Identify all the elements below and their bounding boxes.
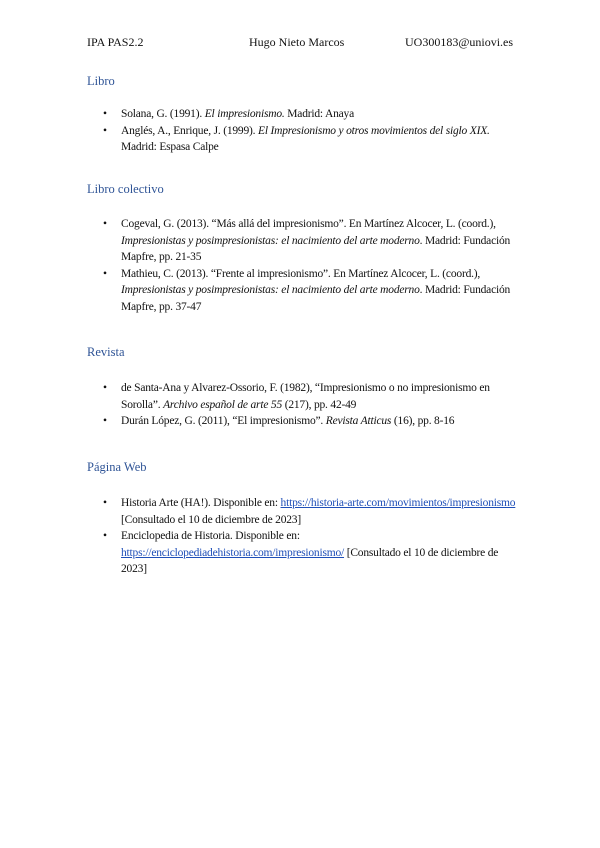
reference-item	[87, 106, 517, 123]
section-pagina-web	[87, 460, 517, 578]
bullet-icon: •	[103, 497, 107, 509]
reference-item	[87, 266, 517, 316]
bullet-icon: •	[103, 218, 107, 230]
page-header	[87, 35, 517, 53]
reference-list-pagina-web	[87, 495, 517, 578]
reference-link[interactable]: https://enciclopediadehistoria.com/impresionismo/	[121, 546, 345, 559]
reference-list-revista	[87, 380, 517, 430]
section-title-libro-colectivo: Libro colectivo	[87, 182, 164, 196]
reference-text: Durán López, G. (2011), “El impresionismo”.	[121, 415, 326, 427]
reference-consulted-date: [Consultado el 10 de diciembre de 2023]	[121, 546, 499, 575]
bullet-icon: •	[103, 530, 107, 542]
reference-text: Solana, G. (1991).	[121, 108, 205, 120]
reference-italic-title: El impresionismo.	[204, 108, 285, 120]
reference-consulted-date: [Consultado el 10 de diciembre de 2023]	[121, 513, 301, 526]
bullet-icon: •	[103, 108, 107, 120]
reference-italic-title: Archivo español de arte 55	[163, 398, 283, 411]
section-title-revista: Revista	[87, 345, 125, 359]
reference-publisher: . Madrid: Fundación Mapfre, pp. 21-35	[121, 234, 511, 263]
reference-text: Mathieu, C. (2013). “Frente al impresionismo”. En Martínez Alcocer, L. (coord.),	[121, 267, 481, 280]
reference-publisher: Madrid: Espasa Calpe	[121, 141, 219, 153]
section-libro-colectivo	[87, 182, 517, 315]
header-author: Hugo Nieto Marcos	[249, 35, 345, 49]
reference-pages: (217), pp. 42-49	[282, 398, 357, 411]
header-email: UO300183@uniovi.es	[405, 35, 514, 49]
section-title-pagina-web: Página Web	[87, 460, 147, 474]
reference-item	[87, 216, 517, 266]
reference-publisher: . Madrid: Fundación Mapfre, pp. 37-47	[121, 284, 511, 313]
section-revista	[87, 345, 517, 430]
bullet-icon: •	[103, 415, 107, 427]
bullet-icon: •	[103, 382, 107, 394]
section-libro	[87, 74, 517, 156]
reference-publisher: Madrid: Anaya	[284, 108, 354, 120]
reference-text: Enciclopedia de Historia. Disponible en:	[121, 530, 300, 542]
reference-item	[87, 380, 517, 413]
reference-text: de Santa-Ana y Alvarez-Ossorio, F. (1982), “Impresionismo o no impresionismo en Sorolla”.	[121, 382, 490, 411]
bullet-icon: •	[103, 124, 107, 137]
reference-list-libro-colectivo	[87, 216, 517, 315]
reference-text: Historia Arte (HA!). Disponible en:	[121, 497, 281, 509]
header-course: IPA PAS2.2	[87, 35, 144, 49]
reference-text: Anglés, A., Enrique, J. (1999).	[121, 124, 259, 137]
reference-item	[87, 495, 517, 528]
reference-item	[87, 123, 517, 156]
reference-item	[87, 413, 517, 430]
reference-pages: (16), pp. 8-16	[391, 415, 455, 427]
reference-link[interactable]: https://historia-arte.com/movimientos/impresionismo	[280, 497, 516, 509]
reference-text: Cogeval, G. (2013). “Más allá del impresionismo”. En Martínez Alcocer, L. (coord.),	[121, 218, 496, 230]
bullet-icon: •	[103, 267, 107, 280]
reference-item	[87, 528, 517, 578]
reference-italic-title: El Impresionismo y otros movimientos del siglo XIX.	[258, 124, 490, 137]
reference-italic-title: Impresionistas y posimpresionistas: el nacimiento del arte moderno	[121, 284, 420, 296]
reference-italic-title: Impresionistas y posimpresionistas: el nacimiento del arte moderno	[121, 234, 420, 247]
reference-list-libro	[87, 106, 517, 156]
section-title-libro: Libro	[87, 74, 115, 88]
reference-italic-title: Revista Atticus	[325, 415, 392, 427]
